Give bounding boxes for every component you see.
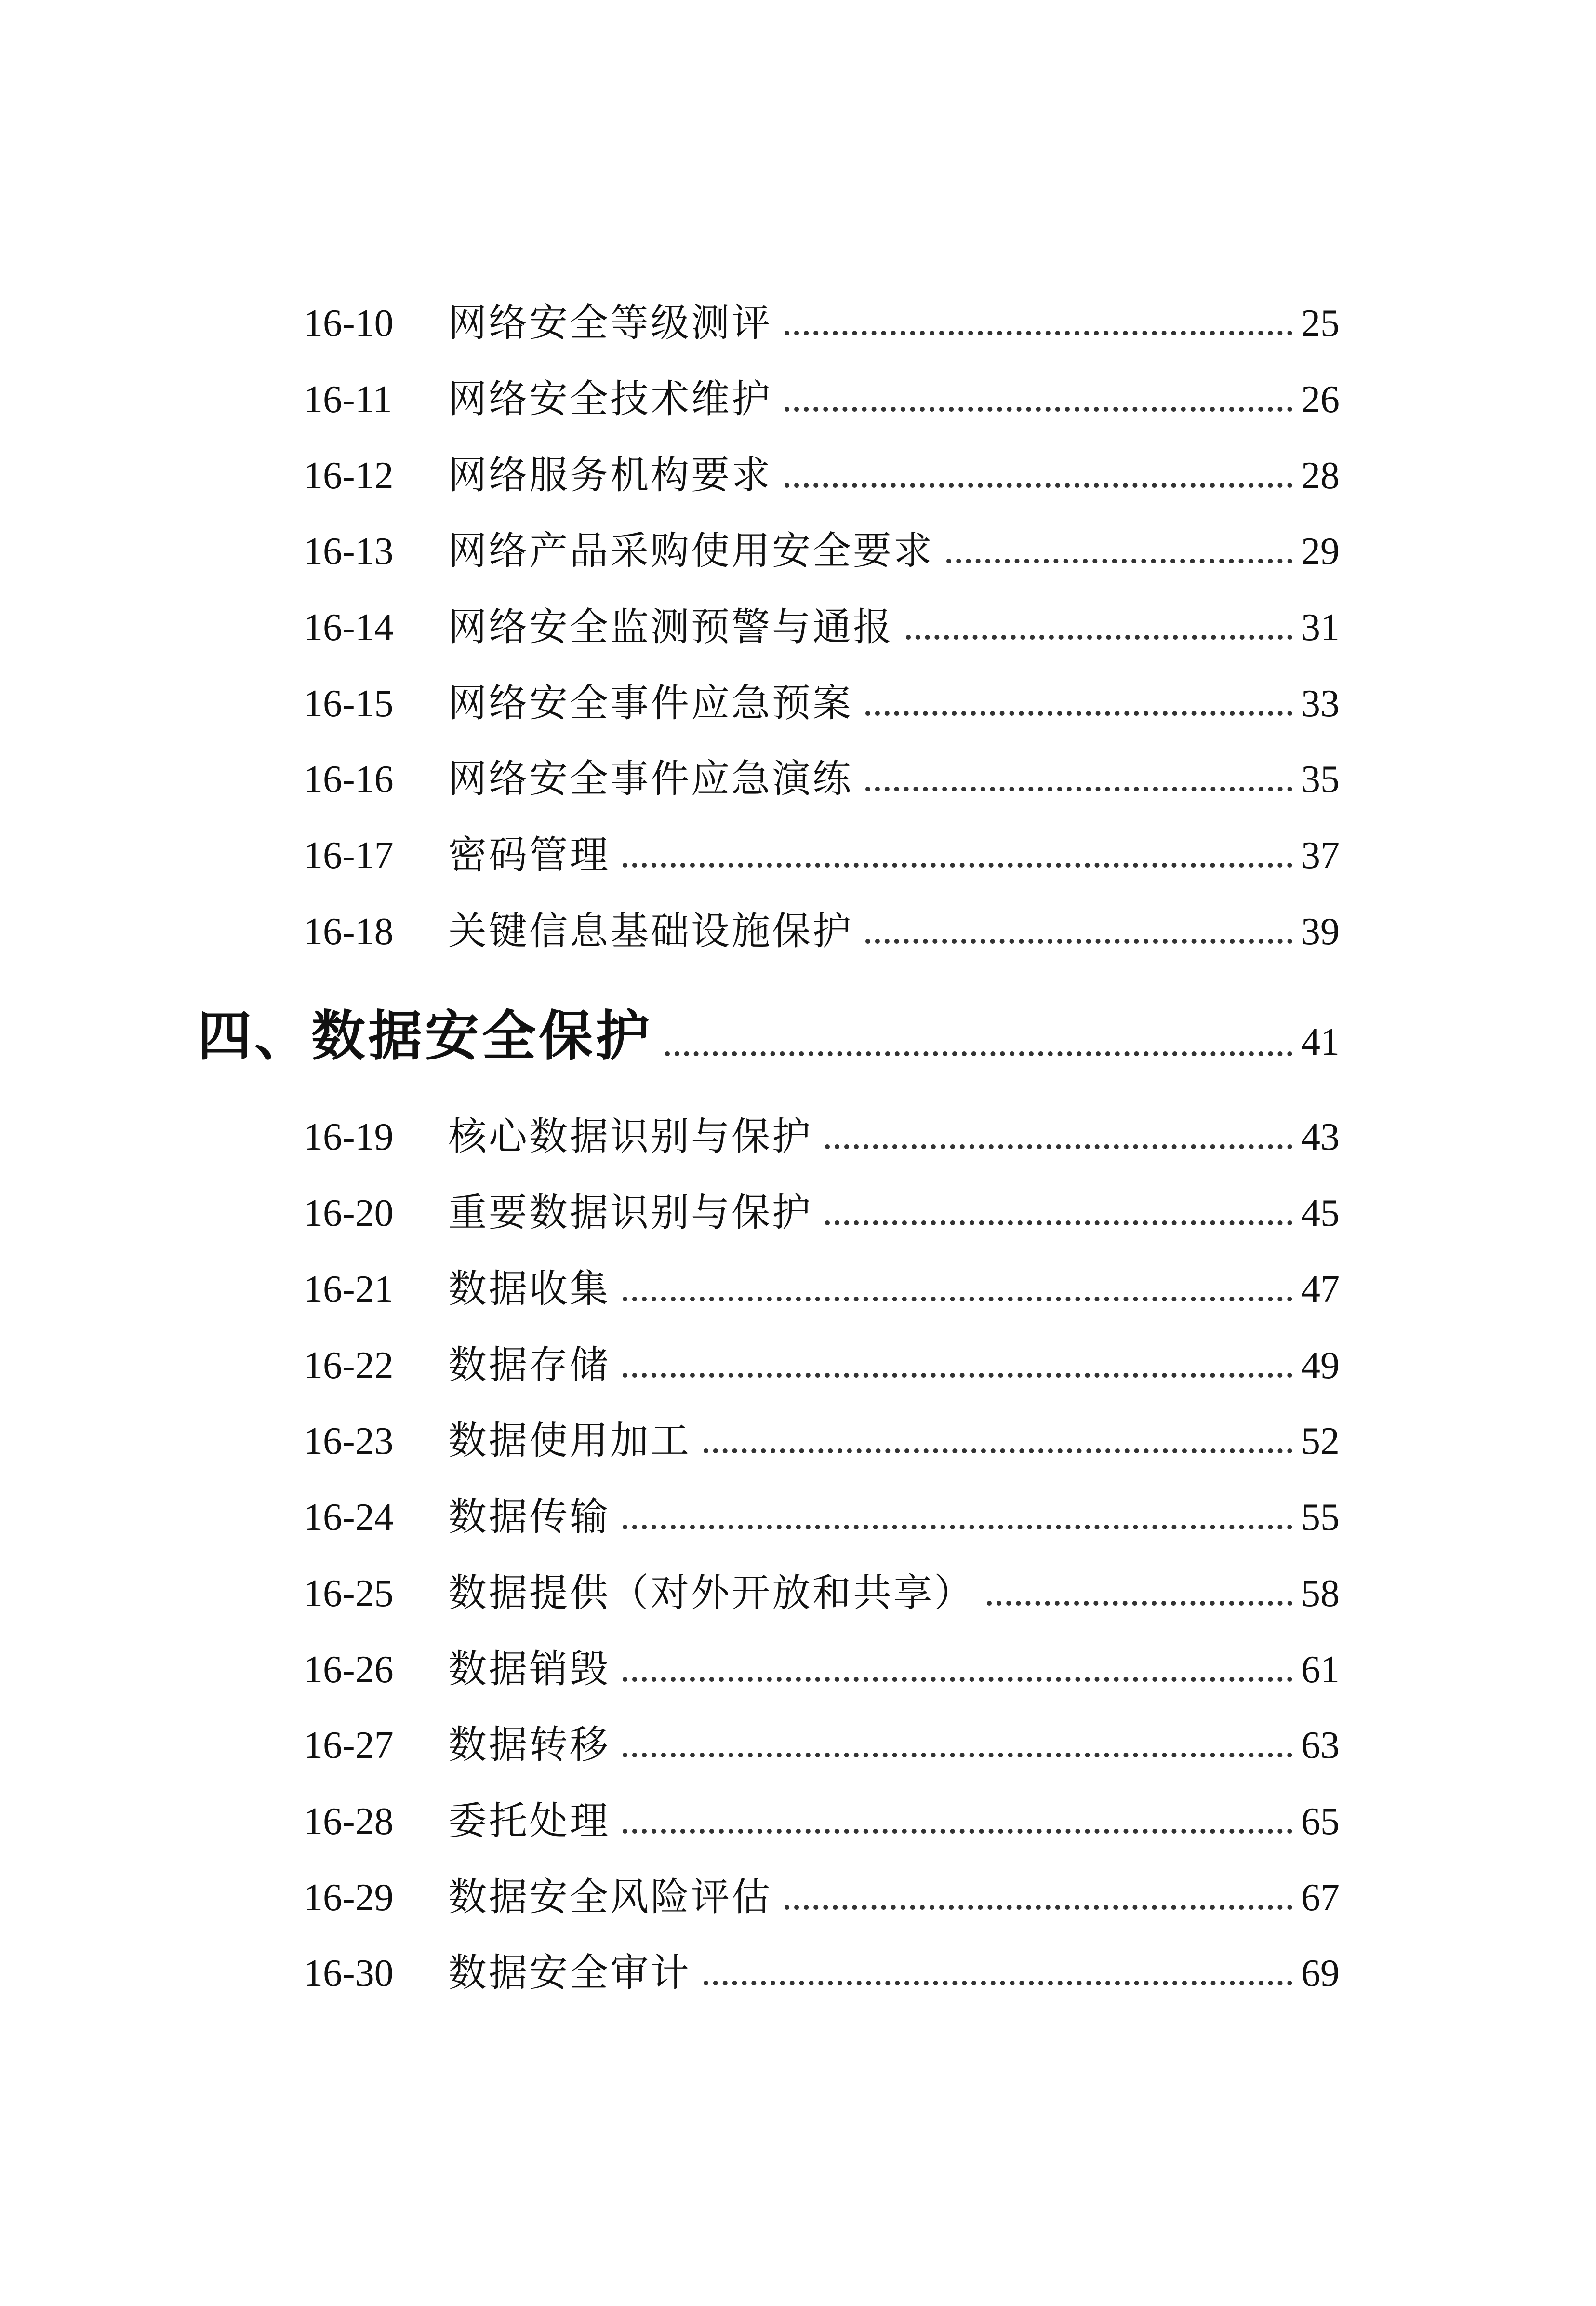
toc-entry-page: 58 [1301,1572,1340,1615]
toc-dot-leader [785,1904,1292,1910]
toc-entry-page: 25 [1301,302,1340,345]
toc-entry-title: 数据安全审计 [448,1950,691,1995]
toc-dot-leader [623,1296,1292,1301]
toc-entry-code: 16-13 [304,530,394,573]
toc-entry [304,1564,1340,1622]
toc-dot-leader [946,558,1292,563]
toc-entry-code: 16-29 [304,1877,394,1919]
toc-entry [304,1108,1340,1166]
toc-entry [304,1260,1340,1318]
toc-dot-leader [785,406,1292,412]
toc-entry [304,446,1340,504]
section-title: 四、数据安全保护 [198,1005,652,1068]
toc-dot-leader [623,862,1292,868]
toc-entry-page: 39 [1301,911,1340,953]
toc-dot-leader [865,938,1292,944]
toc-dot-leader [623,1828,1292,1834]
toc-entry [304,750,1340,808]
toc-entry-title: 网络服务机构要求 [448,453,772,497]
toc-entry-title: 网络安全事件应急演练 [448,756,853,801]
toc-entry-page: 33 [1301,683,1340,725]
toc-entry-page: 52 [1301,1420,1340,1462]
toc-dot-leader [623,1676,1292,1682]
toc-entry-page: 63 [1301,1724,1340,1767]
toc-entry-title: 核心数据识别与保护 [448,1114,812,1159]
toc-entry [304,1716,1340,1774]
toc-entry [304,826,1340,884]
section-page: 41 [1301,1021,1340,1063]
toc-entry-title: 数据安全风险评估 [448,1875,772,1919]
toc-entry-title: 数据提供（对外开放和共享） [448,1570,974,1615]
toc-dot-leader [623,1372,1292,1378]
toc-entry-code: 16-18 [304,911,394,953]
toc-entry-page: 45 [1301,1192,1340,1234]
toc-entry-code: 16-26 [304,1649,394,1691]
toc-entry [304,1336,1340,1394]
toc-entry-code: 16-14 [304,606,394,649]
toc-dot-leader [865,786,1292,791]
toc-entry-title: 网络安全监测预警与通报 [448,604,893,649]
toc-entry-code: 16-16 [304,758,394,801]
toc-entry-code: 16-30 [304,1952,394,1995]
toc-entry [304,1640,1340,1698]
toc-entry-code: 16-10 [304,302,394,345]
toc-entry-code: 16-15 [304,683,394,725]
toc-dot-leader [665,1051,1292,1056]
toc-entry-title: 重要数据识别与保护 [448,1190,812,1235]
toc-entry [304,1412,1340,1470]
toc-dot-leader [865,711,1292,716]
toc-entry [304,294,1340,352]
toc-entry [304,1868,1340,1926]
toc-entry-code: 16-20 [304,1192,394,1234]
toc-entry-title: 网络安全技术维护 [448,376,772,421]
toc-entry [304,522,1340,580]
toc-entry-title: 网络产品采购使用安全要求 [448,528,934,573]
toc-entry-title: 数据使用加工 [448,1418,691,1463]
toc-entry [304,598,1340,656]
toc-entry-page: 67 [1301,1877,1340,1919]
toc-entry-title: 数据转移 [448,1722,610,1767]
toc-entry-page: 29 [1301,530,1340,573]
toc-entry [304,1792,1340,1850]
toc-entry-title: 委托处理 [448,1798,610,1843]
toc-entry-page: 65 [1301,1800,1340,1843]
toc-entry-code: 16-23 [304,1420,394,1462]
toc-entry [304,370,1340,428]
toc-dot-leader [623,1752,1292,1757]
toc-entry-page: 43 [1301,1116,1340,1158]
toc-entry-title: 数据传输 [448,1494,610,1539]
toc-entry-title: 网络安全事件应急预案 [448,681,853,725]
toc-entry-code: 16-19 [304,1116,394,1158]
toc-entry-page: 55 [1301,1496,1340,1539]
toc-entry-code: 16-25 [304,1572,394,1615]
toc-entry-code: 16-24 [304,1496,394,1539]
toc-entry-page: 35 [1301,758,1340,801]
toc-entry [304,1184,1340,1242]
toc-entry-code: 16-11 [304,378,392,421]
toc-entry-code: 16-22 [304,1344,394,1387]
toc-entry-code: 16-27 [304,1724,394,1767]
toc-entry-code: 16-28 [304,1800,394,1843]
toc-dot-leader [704,1980,1292,1985]
toc-dot-leader [906,634,1292,640]
toc-entry-page: 37 [1301,834,1340,877]
toc-entry-page: 69 [1301,1952,1340,1995]
toc-entry-page: 61 [1301,1649,1340,1691]
toc-dot-leader [987,1600,1292,1606]
toc-entry-title: 密码管理 [448,832,610,877]
toc-entry-page: 47 [1301,1268,1340,1311]
toc-dot-leader [785,330,1292,335]
toc-entry [304,1944,1340,2002]
toc-entry-title: 数据存储 [448,1342,610,1387]
toc-entry [304,674,1340,732]
toc-entry [304,902,1340,960]
toc-entry-title: 关键信息基础设施保护 [448,909,853,953]
toc-entry-code: 16-12 [304,455,394,497]
toc-dot-leader [704,1448,1292,1453]
toc-entry-code: 16-21 [304,1268,394,1311]
toc-entry-page: 31 [1301,606,1340,649]
toc-entry-title: 数据销毁 [448,1647,610,1691]
toc-entry [304,1488,1340,1546]
toc-dot-leader [825,1144,1292,1149]
toc-entry-page: 26 [1301,378,1340,421]
toc-dot-leader [825,1220,1292,1225]
toc-section-heading [198,995,1340,1077]
toc-entry-title: 网络安全等级测评 [448,300,772,345]
toc-entry-page: 49 [1301,1344,1340,1387]
toc-entry-title: 数据收集 [448,1266,610,1311]
toc-entry-page: 28 [1301,455,1340,497]
toc-dot-leader [623,1524,1292,1529]
toc-entry-code: 16-17 [304,834,394,877]
toc-dot-leader [785,483,1292,488]
